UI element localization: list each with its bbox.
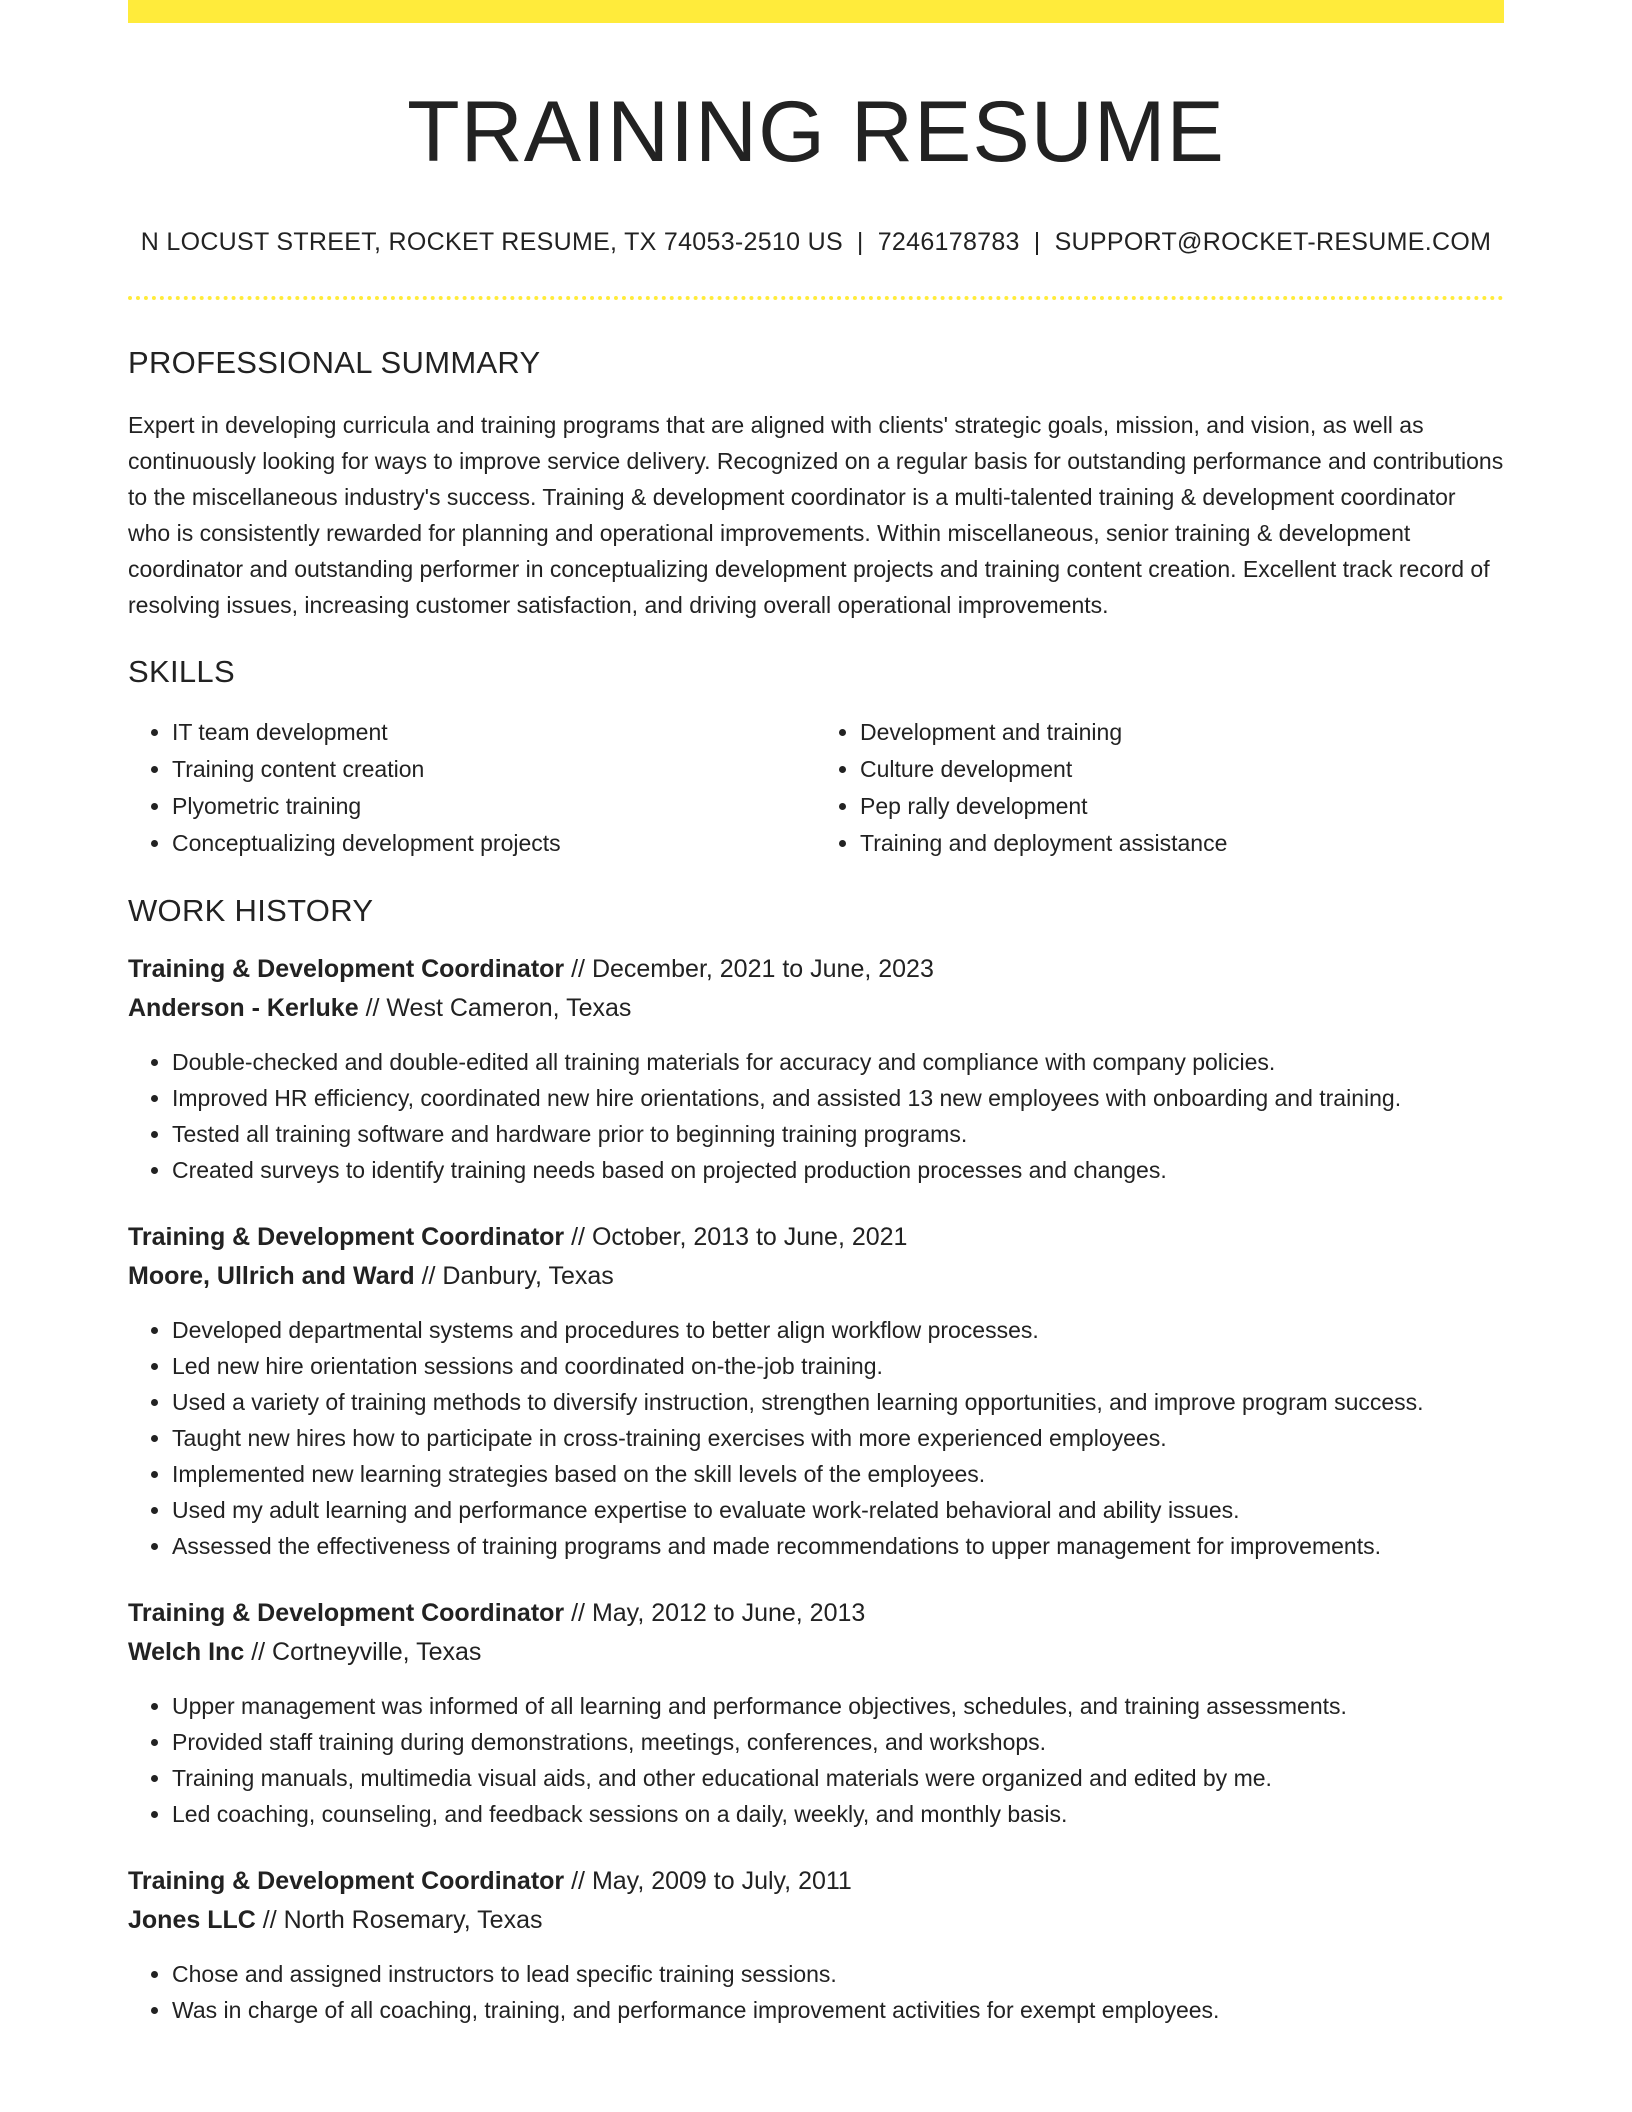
job-location: // North Rosemary, Texas bbox=[262, 1905, 543, 1934]
job-bullet: • Implemented new learning strategies based on the skill levels of the employees. bbox=[172, 1456, 1504, 1492]
job-dates: // May, 2012 to June, 2013 bbox=[571, 1598, 866, 1627]
job-entry bbox=[128, 1218, 1504, 1564]
job-company-line bbox=[128, 1633, 1504, 1672]
job-dates: // December, 2021 to June, 2023 bbox=[571, 954, 934, 983]
job-bullet: • Taught new hires how to participate in cross-training exercises with more experienced employees. bbox=[172, 1420, 1504, 1456]
job-company: Anderson - Kerluke bbox=[128, 993, 359, 1022]
dotted-divider bbox=[128, 296, 1504, 300]
skill-item: • Conceptualizing development projects bbox=[172, 825, 816, 862]
job-bullet: • Double-checked and double-edited all training materials for accuracy and compliance with company policies. bbox=[172, 1044, 1504, 1080]
job-role: Training & Development Coordinator bbox=[128, 1866, 565, 1895]
skills-heading: SKILLS bbox=[128, 654, 235, 690]
job-bullet: • Chose and assigned instructors to lead specific training sessions. bbox=[172, 1956, 1504, 1992]
skills-list-right bbox=[816, 714, 1504, 862]
contact-separator: | bbox=[856, 227, 864, 256]
summary-text: Expert in developing curricula and training programs that are aligned with clients' strategic goals, mission, and vision, as well as continuously looking for ways to improve service delivery. Recognized on a regular basis for outstanding performance and contributions to the miscellaneous industry's success. Training & development coordinator is a multi-talented training & development coordinator who is consistently rewarded for planning and operational improvements. Within miscellaneous, senior training & development coordinator and outstanding performer in conceptualizing development projects and training content creation. Excellent track record of resolving issues, increasing customer satisfaction, and driving overall operational improvements. bbox=[128, 412, 1504, 619]
contact-separator: | bbox=[1033, 227, 1041, 256]
job-bullet: • Upper management was informed of all learning and performance objectives, schedules, and training assessments. bbox=[172, 1688, 1504, 1724]
job-bullet: • Led new hire orientation sessions and coordinated on-the-job training. bbox=[172, 1348, 1504, 1384]
job-company-line bbox=[128, 1901, 1504, 1940]
job-dates: // May, 2009 to July, 2011 bbox=[571, 1866, 852, 1895]
job-bullet: • Used my adult learning and performance expertise to evaluate work-related behavioral and ability issues. bbox=[172, 1492, 1504, 1528]
job-bullet: • Was in charge of all coaching, training, and performance improvement activities for exempt employees. bbox=[172, 1992, 1504, 2028]
contact-address: N LOCUST STREET, ROCKET RESUME, TX 74053-2510 US bbox=[140, 227, 843, 256]
job-company: Jones LLC bbox=[128, 1905, 256, 1934]
resume-page bbox=[128, 0, 1504, 2028]
job-bullets bbox=[128, 1044, 1504, 1188]
skill-item: • IT team development bbox=[172, 714, 816, 751]
skill-item: • Pep rally development bbox=[860, 788, 1504, 825]
job-role-line bbox=[128, 1218, 1504, 1257]
job-company-line bbox=[128, 989, 1504, 1028]
job-bullet: • Used a variety of training methods to diversify instruction, strengthen learning opportunities, and improve program success. bbox=[172, 1384, 1504, 1420]
job-bullet: • Developed departmental systems and procedures to better align workflow processes. bbox=[172, 1312, 1504, 1348]
job-bullet: • Led coaching, counseling, and feedback sessions on a daily, weekly, and monthly basis. bbox=[172, 1796, 1504, 1832]
job-bullet: • Created surveys to identify training needs based on projected production processes and changes. bbox=[172, 1152, 1504, 1188]
job-location: // West Cameron, Texas bbox=[365, 993, 632, 1022]
skill-item: • Plyometric training bbox=[172, 788, 816, 825]
accent-top-bar bbox=[128, 0, 1504, 23]
job-bullets bbox=[128, 1688, 1504, 1832]
job-company: Welch Inc bbox=[128, 1637, 245, 1666]
skill-item: • Development and training bbox=[860, 714, 1504, 751]
job-dates: // October, 2013 to June, 2021 bbox=[571, 1222, 908, 1251]
job-role: Training & Development Coordinator bbox=[128, 954, 565, 983]
job-bullet: • Assessed the effectiveness of training programs and made recommendations to upper management for improvements. bbox=[172, 1528, 1504, 1564]
job-role: Training & Development Coordinator bbox=[128, 1598, 565, 1627]
job-role-line bbox=[128, 950, 1504, 989]
contact-line bbox=[128, 226, 1504, 259]
job-bullet: • Provided staff training during demonstrations, meetings, conferences, and workshops. bbox=[172, 1724, 1504, 1760]
skill-item: • Culture development bbox=[860, 751, 1504, 788]
job-entry bbox=[128, 950, 1504, 1188]
job-role-line bbox=[128, 1862, 1504, 1901]
skills-columns bbox=[128, 714, 1504, 862]
job-company: Moore, Ullrich and Ward bbox=[128, 1261, 415, 1290]
skill-item: • Training content creation bbox=[172, 751, 816, 788]
skills-list-left bbox=[128, 714, 816, 862]
job-entry bbox=[128, 1862, 1504, 2028]
summary-heading: PROFESSIONAL SUMMARY bbox=[128, 345, 541, 381]
job-bullets bbox=[128, 1312, 1504, 1564]
job-entry bbox=[128, 1594, 1504, 1832]
job-location: // Cortneyville, Texas bbox=[251, 1637, 482, 1666]
job-location: // Danbury, Texas bbox=[421, 1261, 614, 1290]
job-role: Training & Development Coordinator bbox=[128, 1222, 565, 1251]
resume-title: TRAINING RESUME bbox=[407, 84, 1225, 180]
skill-item: • Training and deployment assistance bbox=[860, 825, 1504, 862]
job-bullet: • Improved HR efficiency, coordinated new hire orientations, and assisted 13 new employees with onboarding and training. bbox=[172, 1080, 1504, 1116]
job-role-line bbox=[128, 1594, 1504, 1633]
job-bullet: • Training manuals, multimedia visual aids, and other educational materials were organized and edited by me. bbox=[172, 1760, 1504, 1796]
contact-email: SUPPORT@ROCKET-RESUME.COM bbox=[1054, 227, 1492, 256]
work-history-heading: WORK HISTORY bbox=[128, 893, 374, 929]
contact-phone: 7246178783 bbox=[877, 227, 1020, 256]
job-company-line bbox=[128, 1257, 1504, 1296]
job-bullet: • Tested all training software and hardware prior to beginning training programs. bbox=[172, 1116, 1504, 1152]
job-bullets bbox=[128, 1956, 1504, 2028]
